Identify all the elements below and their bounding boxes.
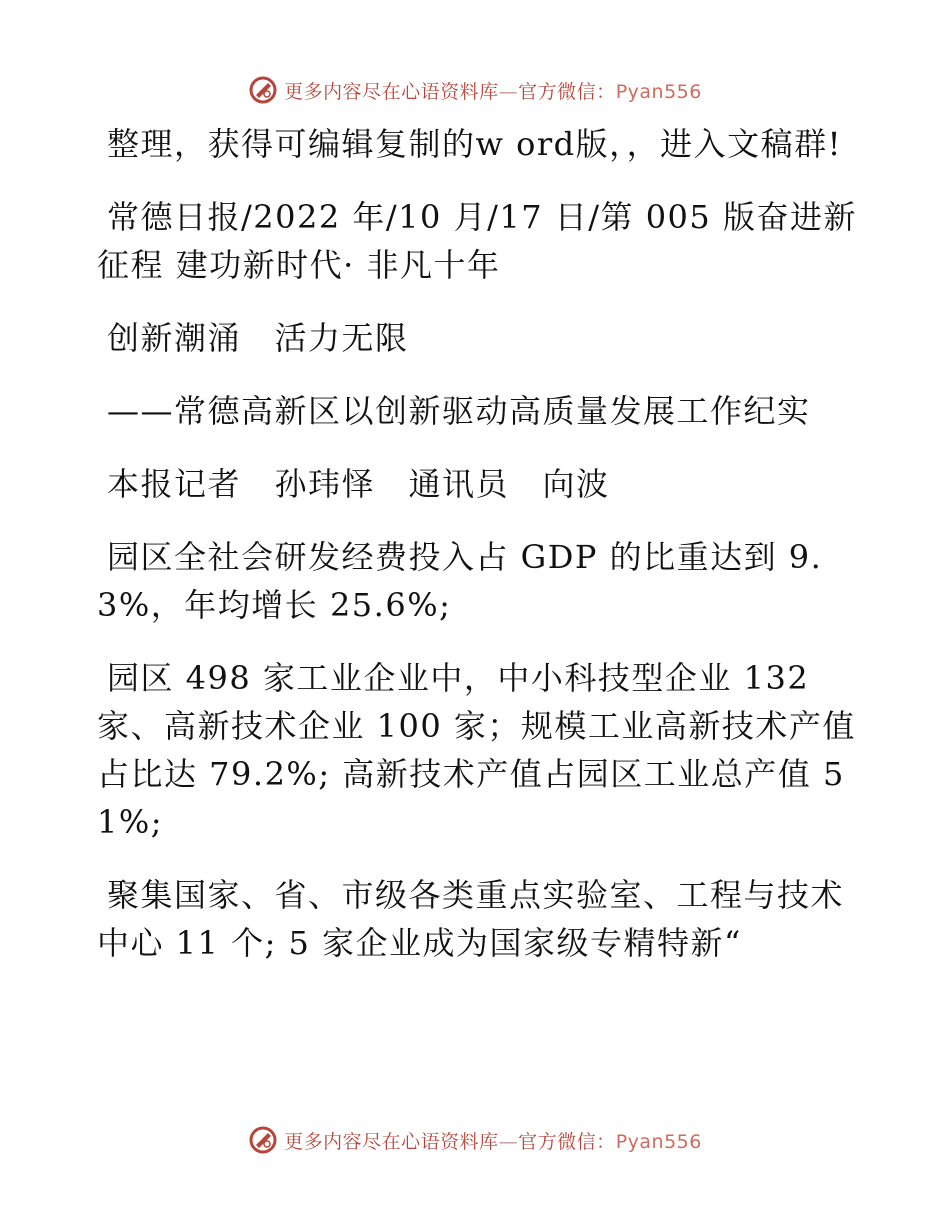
watermark-handle: Pyan556 bbox=[615, 80, 702, 103]
watermark-separator: — bbox=[498, 80, 519, 103]
watermark-separator: — bbox=[498, 1130, 519, 1153]
watermark-main: 更多内容尽在心语资料库 bbox=[284, 80, 499, 103]
paragraph-1: 整理，获得可编辑复制的w ord版，，进入文稿群! bbox=[107, 125, 842, 163]
watermark-main: 更多内容尽在心语资料库 bbox=[284, 1130, 499, 1153]
brand-logo-icon bbox=[248, 1125, 278, 1155]
watermark-text bbox=[284, 77, 702, 104]
paragraph-2: 常德日报/2022 年/10 月/17 日/第 005 版奋进新征程 建功新时代· 非凡十年 bbox=[97, 198, 857, 284]
watermark-wechat-label: 官方微信： bbox=[518, 80, 616, 103]
watermark-handle: Pyan556 bbox=[615, 1130, 702, 1153]
paragraph-8: 聚集国家、省、市级各类重点实验室、工程与技术中心 11 个; 5 家企业成为国家级专精特新“ bbox=[97, 876, 845, 962]
header-watermark-banner bbox=[0, 70, 950, 110]
paragraph-5: 本报记者 孙玮怿 通讯员 向波 bbox=[107, 465, 610, 503]
paragraph-6: 园区全社会研发经费投入占 GDP 的比重达到 9.3%，年均增长 25.6%; bbox=[97, 538, 823, 624]
watermark-wechat-label: 官方微信： bbox=[518, 1130, 616, 1153]
footer-watermark-banner bbox=[0, 1120, 950, 1160]
paragraph-4: ——常德高新区以创新驱动高质量发展工作纪实 bbox=[107, 392, 811, 430]
paragraph-3: 创新潮涌 活力无限 bbox=[107, 319, 409, 357]
document-body bbox=[97, 120, 857, 992]
paragraph-7: 园区 498 家工业企业中，中小科技型企业 132 家、高新技术企业 100 家；规模工业高新技术产值占比达 79.2%; 高新技术产值占园区工业总产值 51%; bbox=[97, 659, 856, 841]
watermark-text bbox=[284, 1127, 702, 1154]
brand-logo-icon bbox=[248, 75, 278, 105]
